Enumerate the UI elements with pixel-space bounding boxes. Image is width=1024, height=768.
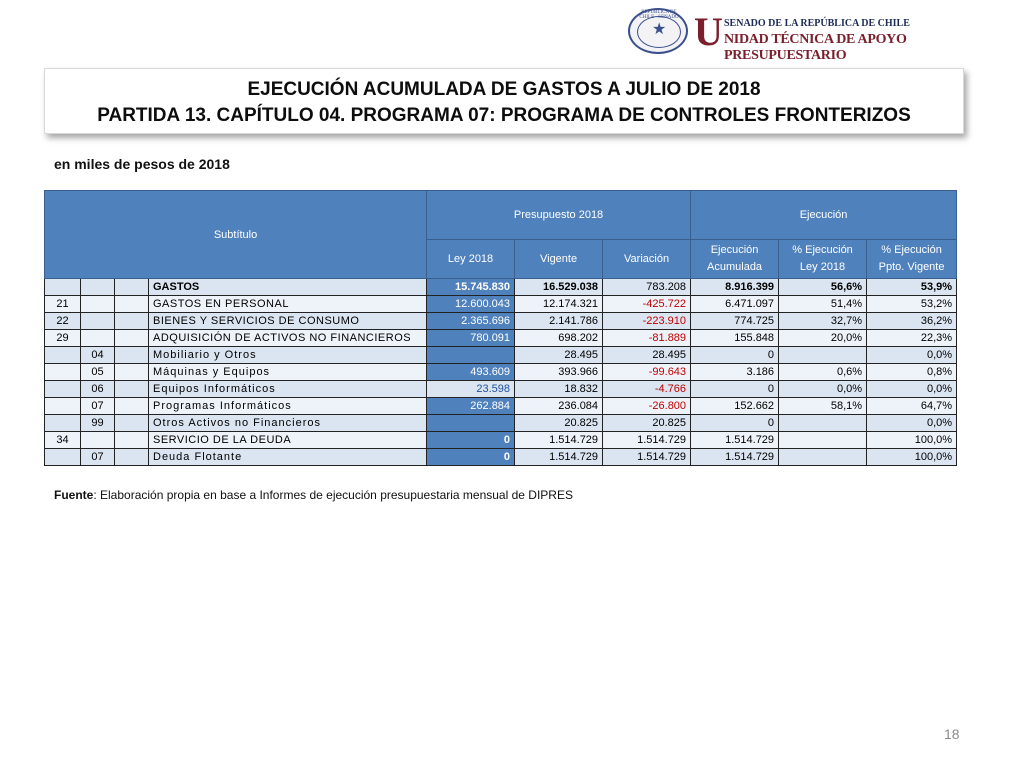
- cell-item: [81, 330, 115, 347]
- header-ejecucion-acumulada: [691, 240, 779, 279]
- cell-name: SERVICIO DE LA DEUDA: [149, 432, 427, 449]
- cell-ejecucion: 774.725: [691, 313, 779, 330]
- table-row: [45, 279, 957, 296]
- cell-sub: 22: [45, 313, 81, 330]
- cell-blank: [115, 381, 149, 398]
- cell-blank: [115, 296, 149, 313]
- header-variacion: Variación: [603, 240, 691, 279]
- cell-vigente: 18.832: [515, 381, 603, 398]
- cell-ley: [427, 415, 515, 432]
- cell-sub: [45, 347, 81, 364]
- header-pct-ley-line1: % Ejecución: [792, 244, 853, 256]
- cell-ejecucion: 0: [691, 381, 779, 398]
- senado-seal-icon: [628, 8, 688, 54]
- cell-vigente: 1.514.729: [515, 449, 603, 466]
- star-icon: ★: [652, 21, 667, 38]
- table-row: [45, 313, 957, 330]
- cell-blank: [115, 364, 149, 381]
- cell-sub: [45, 449, 81, 466]
- cell-item: 07: [81, 449, 115, 466]
- cell-sub: [45, 364, 81, 381]
- header-ejecucion: Ejecución: [691, 191, 957, 240]
- cell-variacion: -425.722: [603, 296, 691, 313]
- cell-item: 05: [81, 364, 115, 381]
- cell-item: 99: [81, 415, 115, 432]
- cell-variacion: -26.800: [603, 398, 691, 415]
- cell-ejecucion: 155.848: [691, 330, 779, 347]
- cell-name: ADQUISICIÓN DE ACTIVOS NO FINANCIEROS: [149, 330, 427, 347]
- title-box: [44, 68, 964, 134]
- cell-vigente: 1.514.729: [515, 432, 603, 449]
- cell-item: [81, 296, 115, 313]
- header-ej-acum-line2: Acumulada: [707, 261, 763, 273]
- header-vigente: Vigente: [515, 240, 603, 279]
- cell-ejecucion: 1.514.729: [691, 449, 779, 466]
- header-subtitulo: Subtítulo: [45, 191, 427, 279]
- cell-ejecucion: 8.916.399: [691, 279, 779, 296]
- senado-logo: [628, 8, 1018, 63]
- table-row: [45, 398, 957, 415]
- header-pct-ley: [779, 240, 867, 279]
- units-label: en miles de pesos de 2018: [54, 156, 230, 172]
- cell-item: [81, 279, 115, 296]
- budget-table: [44, 190, 957, 466]
- header-ley: Ley 2018: [427, 240, 515, 279]
- cell-variacion: -4.766: [603, 381, 691, 398]
- cell-ejecucion: 1.514.729: [691, 432, 779, 449]
- cell-ley: 262.884: [427, 398, 515, 415]
- cell-pct-ley: 0,0%: [779, 381, 867, 398]
- source-text: : Elaboración propia en base a Informes de ejecución presupuestaria mensual de DIPRES: [93, 488, 573, 502]
- cell-pct-vigente: 36,2%: [867, 313, 957, 330]
- table-row: [45, 432, 957, 449]
- cell-ley: 12.600.043: [427, 296, 515, 313]
- cell-ley: 23.598: [427, 381, 515, 398]
- cell-vigente: 236.084: [515, 398, 603, 415]
- cell-pct-vigente: 53,2%: [867, 296, 957, 313]
- cell-pct-ley: 56,6%: [779, 279, 867, 296]
- cell-vigente: 12.174.321: [515, 296, 603, 313]
- cell-pct-ley: 32,7%: [779, 313, 867, 330]
- table-row: [45, 347, 957, 364]
- table-row: [45, 381, 957, 398]
- cell-ley: 15.745.830: [427, 279, 515, 296]
- cell-name: BIENES Y SERVICIOS DE CONSUMO: [149, 313, 427, 330]
- cell-blank: [115, 449, 149, 466]
- cell-blank: [115, 432, 149, 449]
- table-row: [45, 296, 957, 313]
- table-row: [45, 415, 957, 432]
- cell-sub: 21: [45, 296, 81, 313]
- header-pct-ley-line2: Ley 2018: [799, 261, 846, 273]
- cell-variacion: 783.208: [603, 279, 691, 296]
- cell-pct-ley: 20,0%: [779, 330, 867, 347]
- cell-vigente: 16.529.038: [515, 279, 603, 296]
- cell-name: Máquinas y Equipos: [149, 364, 427, 381]
- cell-sub: [45, 381, 81, 398]
- cell-variacion: -81.889: [603, 330, 691, 347]
- cell-sub: [45, 398, 81, 415]
- cell-sub: 29: [45, 330, 81, 347]
- cell-variacion: -223.910: [603, 313, 691, 330]
- cell-pct-vigente: 0,8%: [867, 364, 957, 381]
- cell-blank: [115, 415, 149, 432]
- cell-vigente: 2.141.786: [515, 313, 603, 330]
- cell-item: [81, 313, 115, 330]
- cell-variacion: 28.495: [603, 347, 691, 364]
- cell-name: Otros Activos no Financieros: [149, 415, 427, 432]
- header-pct-vigente: [867, 240, 957, 279]
- cell-vigente: 28.495: [515, 347, 603, 364]
- cell-name: GASTOS EN PERSONAL: [149, 296, 427, 313]
- table-row: [45, 364, 957, 381]
- header-ej-acum-line1: Ejecución: [710, 244, 759, 256]
- cell-pct-ley: 58,1%: [779, 398, 867, 415]
- cell-blank: [115, 398, 149, 415]
- cell-sub: [45, 415, 81, 432]
- cell-blank: [115, 330, 149, 347]
- cell-variacion: 20.825: [603, 415, 691, 432]
- title-line-2: PARTIDA 13. CAPÍTULO 04. PROGRAMA 07: PROGRAMA DE CONTROLES FRONTERIZOS: [97, 105, 911, 126]
- cell-name: Equipos Informáticos: [149, 381, 427, 398]
- cell-sub: [45, 279, 81, 296]
- seal-text: REPÚBLICA DE CHILE · SENADO: [639, 10, 679, 20]
- cell-variacion: 1.514.729: [603, 449, 691, 466]
- title-line-1: EJECUCIÓN ACUMULADA DE GASTOS A JULIO DE 2018: [247, 79, 761, 100]
- cell-vigente: 20.825: [515, 415, 603, 432]
- cell-pct-ley: [779, 347, 867, 364]
- cell-pct-vigente: 22,3%: [867, 330, 957, 347]
- cell-item: 04: [81, 347, 115, 364]
- cell-item: 07: [81, 398, 115, 415]
- header-pct-vig-line2: Ppto. Vigente: [878, 261, 945, 273]
- cell-name: Deuda Flotante: [149, 449, 427, 466]
- cell-ley: 0: [427, 432, 515, 449]
- cell-pct-ley: [779, 449, 867, 466]
- cell-sub: 34: [45, 432, 81, 449]
- cell-ejecucion: 0: [691, 415, 779, 432]
- cell-ley: 780.091: [427, 330, 515, 347]
- cell-pct-ley: [779, 415, 867, 432]
- cell-blank: [115, 313, 149, 330]
- source-note: [54, 488, 573, 502]
- header-presupuesto: Presupuesto 2018: [427, 191, 691, 240]
- cell-ejecucion: 3.186: [691, 364, 779, 381]
- cell-pct-vigente: 100,0%: [867, 449, 957, 466]
- cell-item: 06: [81, 381, 115, 398]
- table-row: [45, 449, 957, 466]
- source-label: Fuente: [54, 488, 94, 502]
- cell-ley: 0: [427, 449, 515, 466]
- cell-ley: 493.609: [427, 364, 515, 381]
- cell-pct-vigente: 0,0%: [867, 381, 957, 398]
- cell-ejecucion: 0: [691, 347, 779, 364]
- cell-vigente: 698.202: [515, 330, 603, 347]
- cell-blank: [115, 279, 149, 296]
- header-pct-vig-line1: % Ejecución: [881, 244, 942, 256]
- cell-pct-vigente: 100,0%: [867, 432, 957, 449]
- logo-unidad-line: NIDAD TÉCNICA DE APOYO PRESUPUESTARIO: [724, 32, 907, 63]
- page-number: 18: [944, 726, 960, 742]
- cell-vigente: 393.966: [515, 364, 603, 381]
- cell-ejecucion: 152.662: [691, 398, 779, 415]
- cell-name: Programas Informáticos: [149, 398, 427, 415]
- cell-pct-vigente: 0,0%: [867, 415, 957, 432]
- cell-pct-ley: [779, 432, 867, 449]
- cell-variacion: -99.643: [603, 364, 691, 381]
- cell-ejecucion: 6.471.097: [691, 296, 779, 313]
- cell-item: [81, 432, 115, 449]
- cell-name: Mobiliario y Otros: [149, 347, 427, 364]
- cell-pct-vigente: 64,7%: [867, 398, 957, 415]
- cell-pct-vigente: 53,9%: [867, 279, 957, 296]
- cell-blank: [115, 347, 149, 364]
- cell-variacion: 1.514.729: [603, 432, 691, 449]
- cell-name: GASTOS: [149, 279, 427, 296]
- cell-pct-vigente: 0,0%: [867, 347, 957, 364]
- cell-pct-ley: 51,4%: [779, 296, 867, 313]
- cell-ley: [427, 347, 515, 364]
- logo-big-letter: U: [694, 9, 723, 54]
- cell-pct-ley: 0,6%: [779, 364, 867, 381]
- logo-senado-line: SENADO DE LA REPÚBLICA DE CHILE: [724, 18, 910, 29]
- table-row: [45, 330, 957, 347]
- cell-ley: 2.365.696: [427, 313, 515, 330]
